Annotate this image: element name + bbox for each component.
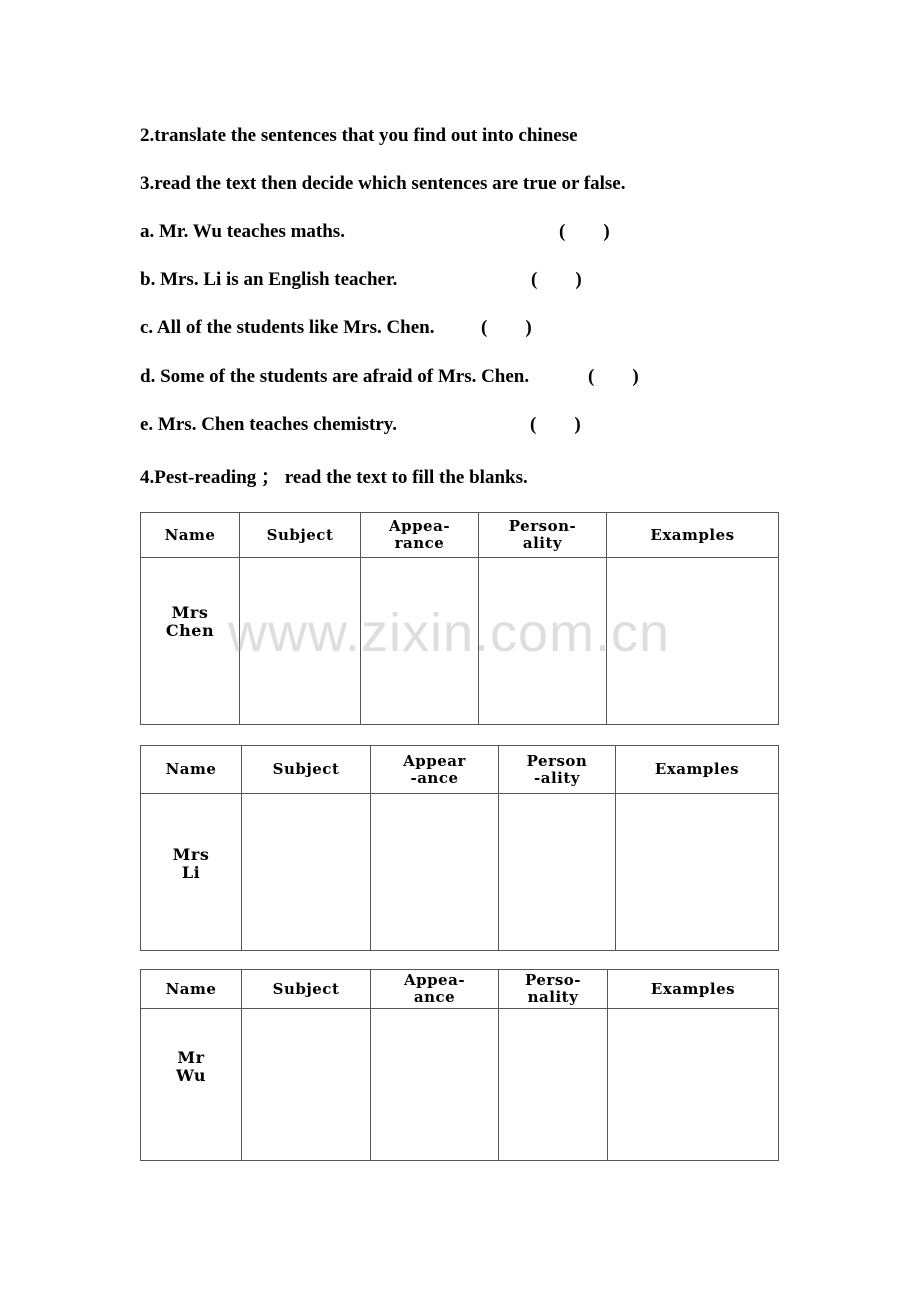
personality-cell[interactable] xyxy=(499,1009,608,1161)
header-examples: Examples xyxy=(607,513,779,558)
table-mrs-li xyxy=(140,745,779,951)
header-appearance: Appea- ance xyxy=(371,970,499,1009)
statement-e: e. Mrs. Chen teaches chemistry. xyxy=(140,414,397,435)
table-mr-wu xyxy=(140,969,779,1161)
instruction-2: 2.translate the sentences that you find out into chinese xyxy=(140,125,578,146)
header-name: Name xyxy=(141,970,242,1009)
instruction-3: 3.read the text then decide which sentences are true or false. xyxy=(140,173,626,194)
header-name: Name xyxy=(141,746,242,794)
header-subject: Subject xyxy=(242,746,371,794)
watermark: www.zixin.com.cn xyxy=(228,603,671,663)
statement-a: a. Mr. Wu teaches maths. xyxy=(140,221,345,242)
header-appearance: Appea- rance xyxy=(361,513,479,558)
answer-blank-c[interactable]: ( ) xyxy=(481,317,532,338)
header-personality: Person -ality xyxy=(499,746,616,794)
header-examples: Examples xyxy=(608,970,779,1009)
header-examples: Examples xyxy=(616,746,779,794)
answer-blank-b[interactable]: ( ) xyxy=(531,269,582,290)
statement-b: b. Mrs. Li is an English teacher. xyxy=(140,269,398,290)
person-name: Mr Wu xyxy=(141,1009,242,1161)
instruction-4: 4.Pest-reading ； read the text to fill the blanks. xyxy=(140,467,528,488)
header-personality: Person- ality xyxy=(479,513,607,558)
header-appearance: Appear -ance xyxy=(371,746,499,794)
examples-cell[interactable] xyxy=(608,1009,779,1161)
header-name: Name xyxy=(141,513,240,558)
subject-cell[interactable] xyxy=(242,794,371,951)
subject-cell[interactable] xyxy=(242,1009,371,1161)
header-subject: Subject xyxy=(240,513,361,558)
person-name: Mrs Chen xyxy=(141,558,240,725)
answer-blank-d[interactable]: ( ) xyxy=(588,366,639,387)
appearance-cell[interactable] xyxy=(371,794,499,951)
person-name: Mrs Li xyxy=(141,794,242,951)
appearance-cell[interactable] xyxy=(371,1009,499,1161)
header-subject: Subject xyxy=(242,970,371,1009)
examples-cell[interactable] xyxy=(616,794,779,951)
header-personality: Perso- nality xyxy=(499,970,608,1009)
statement-c: c. All of the students like Mrs. Chen. xyxy=(140,317,435,338)
answer-blank-a[interactable]: ( ) xyxy=(559,221,610,242)
statement-d: d. Some of the students are afraid of Mrs. Chen. xyxy=(140,366,530,387)
personality-cell[interactable] xyxy=(499,794,616,951)
answer-blank-e[interactable]: ( ) xyxy=(530,414,581,435)
